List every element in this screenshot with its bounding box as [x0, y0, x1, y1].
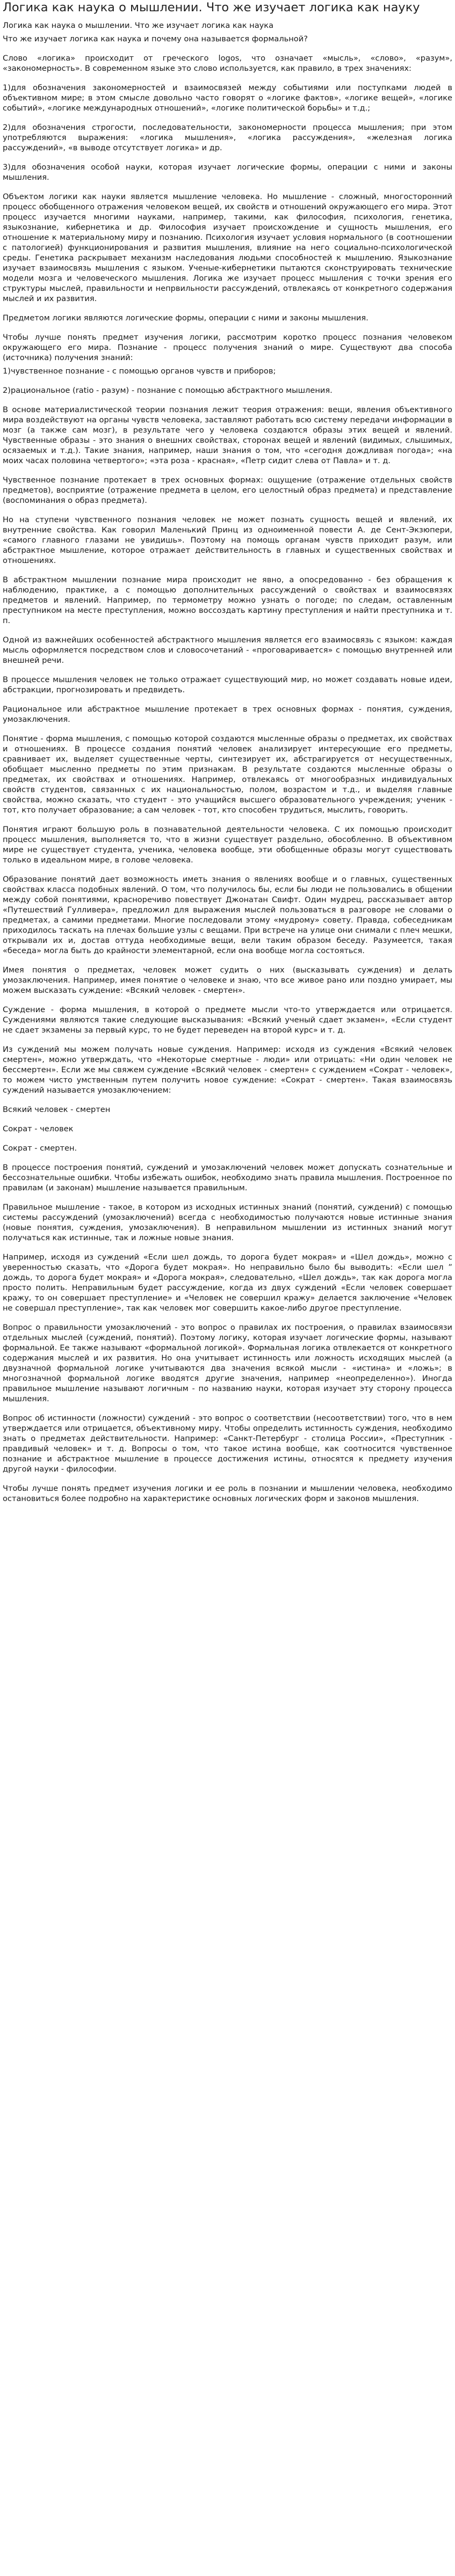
article-paragraph: Рациональное или абстрактное мышление протекает в трех основных формах - понятия, суждения, умозаключения.	[3, 705, 452, 724]
article-paragraph: Из суждений мы можем получать новые суждения. Например: исходя из суждения «Всякий человек смертен», можно утверждать, что «Некоторые смертные - люди» или отрицать: «Ни один человек не бессмертен». Если же мы свяжем суждение «Всякий человек - смертен» с суждением «Сократ - человек», то можем чисто умственным путем получить новое суждение: «Сократ - смертен». Такая взаимосвязь суждений называется умозаключением:	[3, 1045, 452, 1095]
article-paragraph: Сократ - смертен.	[3, 1144, 77, 1153]
article-paragraph: Имея понятия о предметах, человек может судить о них (высказывать суждения) и делать умозаключения. Например, имея понятие о человеке и знаю, что все живое рано или поздно умирает, мы можем высказать суждение: «Всякий человек - смертен».	[3, 965, 452, 995]
article-paragraph: Понятия играют большую роль в познавательной деятельности человека. С их помощью происходит процесс мышления, выполняется то, что в жизни существует раздельно, обособленно. В объективном мире не существует студента, ученика, человека вообще, эти обобщенные образы могут существовать только в идеальном мире, в голове человека.	[3, 825, 452, 865]
article-paragraph: Объектом логики как науки является мышление человека. Но мышление - сложный, многосторонний процесс обобщенного отражения человеком вещей, их свойств и отношений окружающего его мира. Этот процесс изучается многими науками, например, такими, как философия, психология, генетика, языкознание, кибернетика и др. Философия изучает происхождение и сущность мышления, его отношение к материальному миру и познанию. Психология изучает условия нормального (в соотношении с патологией) функционирования и развития мышления, влияние на него социально-психологической среды. Генетика раскрывает механизм наследования людьми способностей к мышлению. Языкознание изучает взаимосвязь мышления с языком. Ученые-кибернетики пытаются сконструировать технические модели мозга и человеческого мышления. Логика же изучает процесс мышления с точки зрения его структуры мыслей, правильности и непрвильности рассуждений, отвлекаясь от конкретного содержания мыслей и их развития.	[3, 192, 452, 303]
article-paragraph: В абстрактном мышлении познание мира происходит не явно, а опосредованно - без обращения к наблюдению, практике, а с помощью дополнительных рассуждений о свойствах и взаимосвязях предметов и явлений. Например, по термометру можно узнать о погоде; по следам, оставленным преступником на месте преступления, можно воссоздать картину преступления и найти преступника и т. п.	[3, 575, 452, 625]
article-paragraph: Сократ - человек	[3, 1124, 74, 1133]
article-paragraph: Всякий человек - смертен	[3, 1105, 111, 1114]
article-paragraph: Образование понятий дает возможность иметь знания о явлениях вообще и о главных, существенных свойствах класса подобных явлений. О том, что получилось бы, если бы люди не пользовались в общении между собой понятиями, красноречиво повествует Джонатан Свифт. Один мудрец, рассказывает автор «Путешествий Гулливера», предложил для выражения мыслей пользоваться в разговоре не словами о предметах, а самими предметами. Многие последовали этому «мудрому» совету. Правда, собеседникам приходилось таскать на плечах большие узлы с вещами. При встрече на улице они снимали с плеч мешки, открывали их и, достав оттуда необходимые вещи, вели таким образом беседу. Разумеется, такая «беседа» могла быть до крайности элементарной, если она вообще могла состояться.	[3, 875, 452, 955]
article-paragraph: Слово «логика» происходит от греческого logos, что означает «мысль», «слово», «разум», «закономерность». В современном языке это слово используется, как правило, в трех значениях:	[3, 54, 452, 73]
article-paragraph: Но на ступени чувственного познания человек не может познать сущность вещей и явлений, их внутренние свойства. Как говорил Маленький Принц из одноименной повести А. де Сент-Экзюпери, «самого главного глазами не увидишь». Поэтому на помощь органам чувств приходит разум, или абстрактное мышление, которое отражает действительность в главных и существенных свойствах и отношениях.	[3, 515, 452, 565]
article-paragraph: Чувственное познание протекает в трех основных формах: ощущение (отражение отдельных свойств предметов), восприятие (отражение предмета в целом, его целостный образ предмета) и представление (воспоминания о образ предмета).	[3, 475, 452, 505]
article-paragraph: Чтобы лучше понять предмет изучения логики и ее роль в познании и мышлении человека, необходимо остановиться более подробно на характеристике основных логических форм и законов мышления.	[3, 1484, 452, 1503]
article-paragraph: 2)рациональное (ratio - разум) - познание с помощью абстрактного мышления.	[3, 386, 333, 395]
article-paragraph: 1)для обозначения закономерностей и взаимосвязей между событиями или поступками людей в объективном мире; в этом смысле довольно часто говорят о «логике фактов», «логике вещей», «логике событий», «логике международных отношений», «логике политической борьбы» и т.д.;	[3, 83, 452, 113]
article-paragraph: Правильное мышление - такое, в котором из исходных истинных знаний (понятий, суждений) с помощью системы рассуждений (умозаключений) всегда с необходимостью получаются новые истинные знания (новые понятия, суждения, умозаключения). В неправильном мышлении из истинных знаний могут получаться как истинные, так и ложные новые знания.	[3, 1203, 452, 1242]
article-paragraph: В процессе построения понятий, суждений и умозаключений человек может допускать сознательные и бессознательные ошибки. Чтобы избежать ошибок, необходимо знать правила мышления. Построенное по правилам (и законам) мышление называется правильным.	[3, 1163, 452, 1192]
article-paragraph: Например, исходя из суждений «Если шел дождь, то дорога будет мокрая» и «Шел дождь», можно с уверенностью сказать, что «Дорога будет мокрая». Но неправильно было бы выводить: «Если шел ” дождь, то дорога будет мокрая» и «Дорога мокрая», следовательно, «Шел дождь», так как дорога могла просто полить. Неправильным будет рассуждение, когда из двух суждений «Если человек совершает кражу, то он совершает преступление» и «Человек не совершил кражу» делается заключение «Человек не совершал преступление», так как человек мог совершить какое-либо другое преступление.	[3, 1253, 452, 1313]
article-paragraph: 1)чувственное познание - с помощью органов чувств и приборов;	[3, 367, 276, 376]
article-paragraph: Одной из важнейших особенностей абстрактного мышления является его взаимосвязь с языком: каждая мысль оформляется посредством слов и словосочетаний - «проговаривается» с помощью внутренней или внешней речи.	[3, 635, 452, 665]
article-paragraph: Предметом логики являются логические формы, операции с ними и законы мышления.	[3, 313, 369, 323]
article-paragraph: Суждение - форма мышления, в которой о предмете мысли что-то утверждается или отрицается. Суждениями являются такие следующие высказывания: «Всякий ученый сдает экзамен», «Если студент не сдает экзамены за первый курс, то не будет переведен на второй курс» и т. д.	[3, 1005, 452, 1035]
article-title: Логика как наука о мышлении. Что же изучает логика как науку	[3, 1, 420, 14]
article-paragraph: Понятие - форма мышления, с помощью которой создаются мысленные образы о предметах, их свойствах и отношениях. В процессе создания понятий человек анализирует интересующие его предметы, сравнивает их, выделяет существенные черты, синтезирует их, абстрагируется от несущественных, обобщает мысленно предметы по этим признакам. В результате создаются мысленные образы о предметах, их свойствах и отношениях. Например, отвлекаясь от многообразных индивидуальных свойств студентов, связанных с их национальностью, полом, возрастом и т.д., и выделяя главные свойства, можно сказать, что студент - это учащийся высшего образовательного учреждения; ученик - тот, кто получает образование; а сам человек - тот, кто способен трудиться, мыслить, говорить.	[3, 734, 452, 815]
article-paragraph: В основе материалистической теории познания лежит теория отражения: вещи, явления объективного мира воздействуют на органы чувств человека, заставляют работать всю систему передачи информации в мозг (а также сам мозг), в результате чего у человека создаются образы этих вещей и явлений. Чувственные образы - это знания о внешних свойствах, сторонах вещей и явлений (видимых, слышимых, осязаемых и т.д.). Такие знания, например, наши знания о том, что «сегодня дождливая погода»; «на моих часах половина четвертого»; «эта роза - красная», «Петр сидит слева от Павла» и т. д.	[3, 405, 452, 465]
article-paragraph: 2)для обозначения строгости, последовательности, закономерности процесса мышления; при этом употребляются выражения: «логика мышления», «логика рассуждения», «железная логика рассуждений», «в выводе отсутствует логика» и др.	[3, 123, 452, 152]
article-paragraph: Чтобы лучше понять предмет изучения логики, рассмотрим коротко процесс познания человеком окружающего его мира. Познание - процесс получения знаний о мире. Существуют два способа (источника) получения знаний:	[3, 333, 452, 362]
article-paragraph: Что же изучает логика как наука и почему она называется формальной?	[3, 34, 308, 43]
article-body	[3, 20, 452, 1504]
article-paragraph: 3)для обозначения особой науки, которая изучает логические формы, операции с ними и законы мышления.	[3, 163, 452, 182]
article-paragraph: Вопрос об истинности (ложности) суждений - это вопрос о соответствии (несоответствии) того, что в нем утверждается или отрицается, объективному миру. Чтобы определить истинность суждения, необходимо знать о предметах действительности. Например: «Санкт-Петербург - столица России», «Преступник - правдивый человек» и т. д. Вопросы о том, что такое истина вообще, как соотносится чувственное познание и абстрактное мышление в процессе достижения истины, относятся к предмету изучения другой науки - философии.	[3, 1414, 452, 1474]
article-paragraph: Вопрос о правильности умозаключений - это вопрос о правилах их построения, о правилах взаимосвязи отдельных мыслей (суждений, понятий). Поэтому логику, которая изучает логические формы, называют формальной. Ее также называют «формальной логикой». Формальная логика отвлекается от конкретного содержания мыслей и их развития. Но она учитывает истинность или ложность исходящих мыслей (а двузначной формальной логике учитываются два значения всякой мысли - «истина» и «ложь»; в многозначной формальной логике вводятся другие значения, например «неопределенно»). Иногда правильное мышление называют логичным - по названию науки, которая изучает эту сторону процесса мышления.	[3, 1323, 452, 1403]
article-paragraph: В процессе мышления человек не только отражает существующий мир, но может создавать новые идеи, абстракции, прогнозировать и предвидеть.	[3, 675, 452, 694]
article-paragraph: Логика как наука о мышлении. Что же изучает логика как наука	[3, 21, 274, 30]
